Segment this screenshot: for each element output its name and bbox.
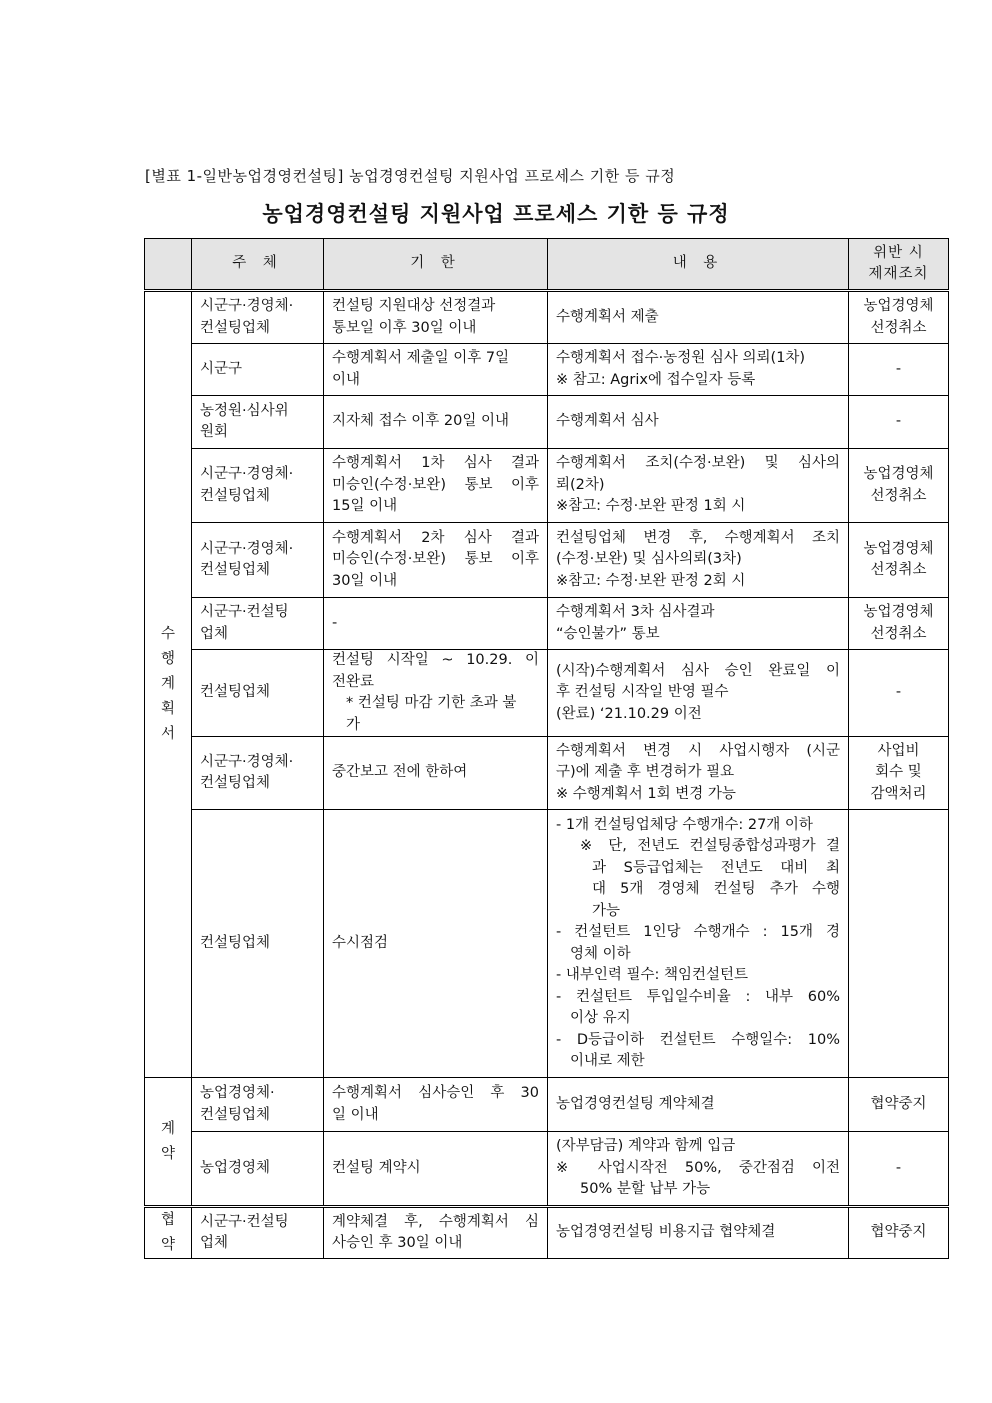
stage-char: 약 (160, 1145, 175, 1162)
text-line: 시군구·컨설팅 (200, 1213, 289, 1230)
text-line: 컨설팅 계약시 (332, 1159, 421, 1176)
text-line: 수행계획서 조치(수정·보완) 및 심사의 (556, 455, 840, 472)
cell-content (548, 1078, 849, 1132)
text-line: 수행계획서 1차 심사 결과 (332, 455, 539, 472)
text-line: 컨설팅업체 변경 후, 수행계획서 조치 (556, 529, 840, 546)
text-line: - (895, 1159, 902, 1176)
text-line: 미승인(수정·보완) 통보 이후 (332, 551, 539, 568)
cell-sanction (849, 1207, 949, 1259)
text-line: 농업경영체 (863, 466, 934, 482)
text-line: 수시점검 (332, 934, 389, 951)
text-line: 계약체결 후, 수행계획서 심 (332, 1213, 539, 1230)
text-line: (시작)수행계획서 심사 승인 완료일 이 (556, 662, 840, 679)
text-line: 농업경영체 (200, 1159, 271, 1176)
text-line: 컨설팅업체 (200, 487, 271, 504)
text-line: - (332, 614, 338, 631)
stage-char: 행 (160, 651, 175, 667)
text-line: - (895, 413, 902, 430)
cell-subject (192, 344, 324, 396)
text-line: 후 컨설팅 시작일 반영 필수 (556, 684, 729, 701)
cell-subject (192, 523, 324, 598)
text-line: 시군구·경영체· (200, 298, 294, 314)
text-line: 이내로 제한 (570, 1053, 645, 1069)
stage-char: 계 (160, 676, 175, 692)
text-line: ※ 참고: Agrix에 접수일자 등록 (556, 371, 756, 388)
text-line: 가능 (592, 902, 621, 919)
text-line: 농업경영체 (863, 604, 934, 620)
cell-sanction (849, 449, 949, 523)
cell-sanction (849, 650, 949, 737)
cell-subject (192, 449, 324, 523)
cell-deadline (324, 396, 548, 449)
text-line: 컨설팅 시작일 ~ 10.29. 이 (332, 652, 539, 668)
cell-deadline (324, 449, 548, 523)
cell-subject (192, 737, 324, 810)
table-row (145, 737, 949, 810)
cell-subject (192, 1207, 324, 1259)
text-line: 농정원·심사위 (200, 402, 289, 419)
text-line: ※ 단, 전년도 컨설팅종합성과평가 결 (580, 838, 840, 854)
cell-content (548, 344, 849, 396)
header-content: 내 용 (548, 239, 849, 291)
cell-content (548, 737, 849, 810)
cell-content (548, 1207, 849, 1259)
stage-char: 수 (160, 626, 175, 642)
text-line: (완료) ‘21.10.29 이전 (556, 705, 702, 722)
cell-content (548, 396, 849, 449)
text-line: 협약중지 (870, 1095, 927, 1112)
text-line: ※ 수행계획서 1회 변경 가능 (556, 785, 736, 802)
text-line: 컨설팅업체 (200, 684, 271, 701)
stage-char: 획 (160, 701, 175, 717)
cell-deadline (324, 737, 548, 810)
text-line: 가 (346, 716, 361, 733)
stage-char: 약 (160, 1237, 175, 1253)
table-row (145, 449, 949, 523)
table-row (145, 598, 949, 650)
text-line: - (895, 360, 902, 377)
text-line: 중간보고 전에 한하여 (332, 764, 468, 781)
text-line: ※참고: 수정·보완 판정 1회 시 (556, 498, 746, 515)
cell-sanction (849, 598, 949, 650)
table-row (145, 650, 949, 737)
text-line: * 컨설팅 마감 기한 초과 불 (346, 695, 517, 711)
text-line: (수정·보완) 및 심사의뢰(3차) (556, 551, 742, 568)
stage-char: 계 (160, 1120, 175, 1137)
text-line: 수행계획서 제출일 이후 7일 (332, 350, 510, 366)
text-line: 미승인(수정·보완) 통보 이후 (332, 476, 539, 493)
cell-content (548, 650, 849, 737)
text-line: 30일 이내 (332, 572, 398, 589)
table-row (145, 523, 949, 598)
text-line: 영체 이하 (570, 945, 631, 962)
text-line: 뢰(2차) (556, 476, 605, 493)
text-line: 사업비 (877, 742, 920, 759)
stage-char: 서 (160, 726, 175, 742)
text-line: 수행계획서 제출 (556, 308, 659, 325)
text-line: 농업경영체 (863, 540, 934, 557)
text-line: 컨설팅업체 (200, 934, 271, 951)
table-row (145, 344, 949, 396)
process-deadline-table (144, 238, 949, 1259)
text-line: 회수 및 (875, 764, 922, 781)
cell-content (548, 523, 849, 598)
text-line: - 1개 컨설팅업체당 수행개수: 27개 이하 (556, 816, 813, 833)
cell-content (548, 598, 849, 650)
header-stage (145, 239, 192, 291)
stage-char: 협 (160, 1212, 175, 1228)
text-line: 컨설팅 지원대상 선정결과 (332, 298, 496, 314)
text-line: 컨설팅업체 (200, 562, 271, 578)
cell-sanction (849, 1132, 949, 1207)
text-line: 수행계획서 심사 (556, 413, 659, 430)
header-subject: 주 체 (192, 239, 324, 291)
text-line: 수행계획서 2차 심사 결과 (332, 529, 539, 546)
cell-content (548, 1132, 849, 1207)
text-line: 전완료 (332, 673, 375, 690)
text-line: 시군구·경영체· (200, 466, 294, 482)
text-line: 선정취소 (870, 562, 927, 578)
table-row (145, 810, 949, 1078)
text-line: 수행계획서 변경 시 사업시행자 (시군 (556, 742, 840, 759)
text-line: 농업경영체 (863, 298, 934, 314)
header-violation-line1: 위반 시 (873, 244, 924, 261)
text-line: 지자체 접수 이후 20일 이내 (332, 413, 509, 430)
cell-subject (192, 396, 324, 449)
cell-deadline (324, 650, 548, 737)
text-line: ※ 사업시작전 50%, 중간점검 이전 (556, 1159, 840, 1176)
cell-deadline (324, 1207, 548, 1259)
text-line: (자부담금) 계약과 함께 입금 (556, 1138, 736, 1155)
text-line: - 컨설턴트 투입일수비율 : 내부 60% (556, 988, 840, 1005)
table-caption: [별표 1-일반농업경영컨설팅] 농업경영컨설팅 지원사업 프로세스 기한 등 규정 (145, 167, 676, 185)
text-line: 농업경영체· (200, 1085, 275, 1101)
table-row (145, 291, 949, 344)
page-title: 농업경영컨설팅 지원사업 프로세스 기한 등 규정 (262, 202, 730, 226)
text-line: 시군구 (200, 360, 243, 377)
text-line: ※참고: 수정·보완 판정 2회 시 (556, 572, 746, 589)
text-line: 시군구·경영체· (200, 540, 294, 557)
text-line: 컨설팅업체 (200, 775, 271, 791)
text-line: 업체 (200, 625, 229, 642)
table-row (145, 1078, 949, 1132)
text-line: 농업경영컨설팅 비용지급 협약체결 (556, 1224, 776, 1241)
text-line: “승인불가” 통보 (556, 625, 660, 642)
text-line: 과 S등급업체는 전년도 대비 최 (592, 859, 840, 876)
table-row (145, 1132, 949, 1207)
text-line: 50% 분할 납부 가능 (580, 1181, 711, 1198)
header-deadline: 기 한 (324, 239, 548, 291)
text-line: 농업경영컨설팅 계약체결 (556, 1095, 715, 1112)
text-line: 일 이내 (332, 1106, 379, 1123)
text-line: 수행계획서 심사승인 후 30 (332, 1085, 539, 1101)
table-row (145, 396, 949, 449)
text-line: 컨설팅업체 (200, 1106, 271, 1123)
cell-sanction (849, 810, 949, 1078)
table-row (145, 1207, 949, 1259)
cell-deadline (324, 291, 548, 344)
cell-deadline (324, 1132, 548, 1207)
stage-contract (145, 1078, 192, 1207)
stage-agreement (145, 1207, 192, 1259)
text-line: 통보일 이후 30일 이내 (332, 319, 477, 336)
cell-deadline (324, 523, 548, 598)
text-line: - 컨설턴트 1인당 수행개수 : 15개 경 (556, 924, 840, 940)
text-line: 협약중지 (870, 1224, 927, 1241)
text-line: 시군구·경영체· (200, 753, 294, 770)
header-violation (849, 239, 949, 291)
text-line: 사승인 후 30일 이내 (332, 1235, 463, 1251)
text-line: - (895, 684, 902, 701)
cell-deadline (324, 1078, 548, 1132)
cell-sanction (849, 1078, 949, 1132)
text-line: - D등급이하 컨설턴트 수행일수: 10% (556, 1031, 840, 1048)
text-line: - 내부인력 필수: 책임컨설턴트 (556, 967, 749, 983)
cell-deadline (324, 344, 548, 396)
text-line: 이상 유지 (570, 1010, 631, 1026)
text-line: 수행계획서 접수·농정원 심사 의뢰(1차) (556, 350, 806, 366)
cell-sanction (849, 737, 949, 810)
text-line: 수행계획서 3차 심사결과 (556, 604, 715, 620)
cell-sanction (849, 344, 949, 396)
cell-content (548, 449, 849, 523)
cell-subject (192, 650, 324, 737)
text-line: 구)에 제출 후 변경허가 필요 (556, 764, 735, 781)
cell-subject (192, 1078, 324, 1132)
cell-content (548, 810, 849, 1078)
header-violation-line2: 제재조치 (868, 266, 929, 282)
text-line: 이내 (332, 371, 361, 388)
text-line: 15일 이내 (332, 498, 398, 515)
text-line: 시군구·컨설팅 (200, 604, 289, 620)
cell-deadline (324, 810, 548, 1078)
cell-deadline (324, 598, 548, 650)
text-line: 원회 (200, 424, 229, 440)
cell-sanction (849, 523, 949, 598)
text-line: 감액처리 (870, 785, 927, 802)
cell-sanction (849, 396, 949, 449)
stage-plan (145, 291, 192, 1078)
cell-subject (192, 1132, 324, 1207)
cell-sanction (849, 291, 949, 344)
text-line: 선정취소 (870, 319, 927, 336)
text-line: 대 5개 경영체 컨설팅 추가 수행 (592, 881, 840, 897)
cell-subject (192, 810, 324, 1078)
cell-content (548, 291, 849, 344)
text-line: 선정취소 (870, 625, 927, 642)
cell-subject (192, 291, 324, 344)
text-line: 선정취소 (870, 487, 927, 504)
text-line: 컨설팅업체 (200, 319, 271, 336)
text-line: 업체 (200, 1235, 229, 1251)
cell-subject (192, 598, 324, 650)
table-header-row (145, 239, 949, 291)
